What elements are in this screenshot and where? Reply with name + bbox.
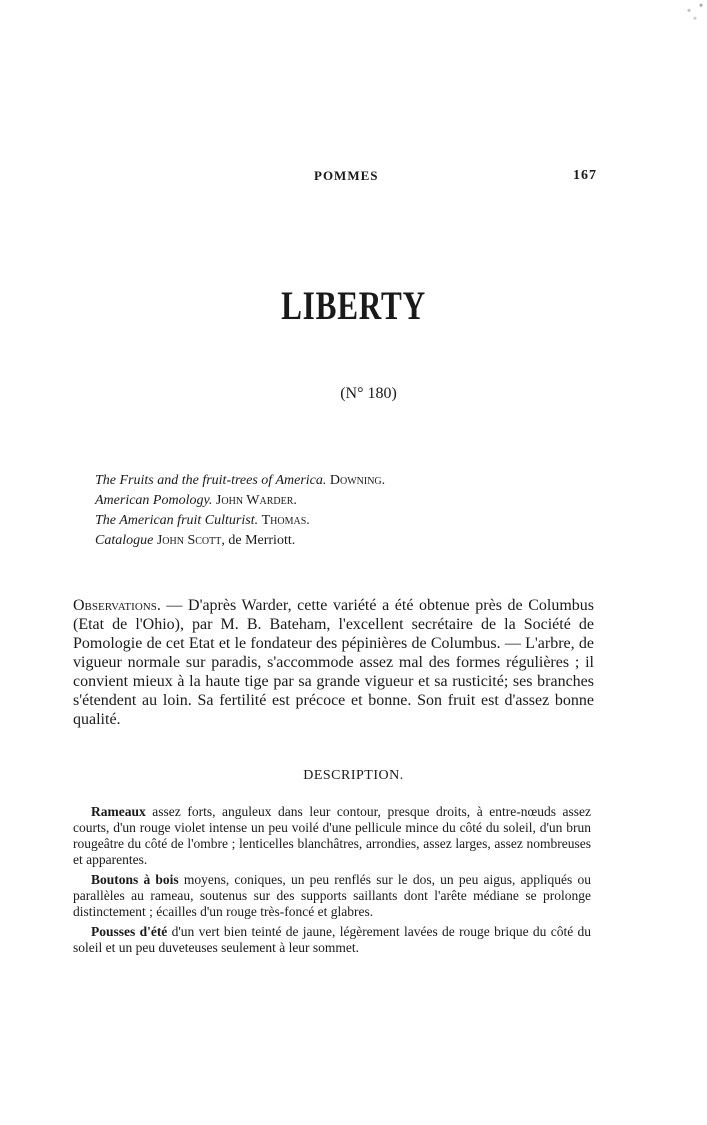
reference-work: The Fruits and the fruit-trees of America. — [95, 473, 327, 488]
running-title: POMMES — [314, 168, 379, 183]
description-text: assez forts, anguleux dans leur contour, presque droits, à entre-nœuds assez courts, d'un rouge violet intense un peu voilé d'une pellicule mince du côté du soleil, d'un brun rougeâtre du côté de l'ombre ; lenticelles blanchâtres, arrondies, assez larges, assez nombreuses et apparentes. — [73, 804, 591, 867]
description-text: d'un vert bien teinté de jaune, légèrement lavées de rouge brique du côté du soleil et un peu duveteuses seulement à leur sommet. — [73, 924, 591, 955]
page-number: 167 — [573, 168, 597, 183]
reference-item — [95, 491, 615, 511]
reference-work: The American fruit Culturist. — [95, 513, 259, 528]
reference-author: Downing. — [329, 473, 386, 488]
reference-item — [95, 471, 615, 491]
reference-item — [95, 511, 615, 531]
description-body — [73, 804, 591, 960]
description-term: Rameaux — [91, 804, 146, 819]
observations-text: — D'après Warder, cette variété a été obtenue près de Columbus (Etat de l'Ohio), par M. B. Bateham, l'excellent secrétaire de la Société de Pomologie de cet Etat et le fondateur des pépinières de Columbus. — L'arbre, de vigueur normale sur paradis, s'accommode assez mal des formes régulières ; il convient mieux à la haute tige par sa grande vigueur et sa rusticité; ses branches s'étendent au loin. Sa fertilité est précoce et bonne. Son fruit est d'assez bonne qualité. — [73, 597, 594, 728]
reference-suffix: , de Merriott. — [221, 533, 296, 548]
reference-author: John Warder. — [215, 493, 297, 508]
description-heading: DESCRIPTION. — [303, 768, 404, 783]
reference-item — [95, 531, 615, 551]
description-paragraph-boutons — [73, 872, 591, 920]
variety-number: (N° 180) — [340, 385, 397, 402]
observations-lead: Observations. — [73, 597, 161, 614]
reference-work: Catalogue — [95, 533, 154, 548]
description-term: Pousses d'été — [91, 924, 168, 939]
description-text: moyens, coniques, un peu renflés sur le dos, un peu aigus, appliqués ou parallèles au rameau, soutenus sur des supports saillants dont l'arête médiane se prolonge distinctement ; écailles d'un rouge très-foncé et glabres. — [73, 872, 591, 919]
reference-author: John Scott — [156, 533, 222, 548]
reference-author: Thomas. — [261, 513, 310, 528]
scan-noise — [647, 0, 707, 26]
description-paragraph-pousses — [73, 924, 591, 956]
description-paragraph-rameaux — [73, 804, 591, 868]
observations-paragraph — [73, 596, 594, 729]
variety-title: LIBERTY — [281, 283, 426, 328]
reference-work: American Pomology. — [95, 493, 213, 508]
references-list — [95, 471, 615, 551]
description-term: Boutons à bois — [91, 872, 179, 887]
